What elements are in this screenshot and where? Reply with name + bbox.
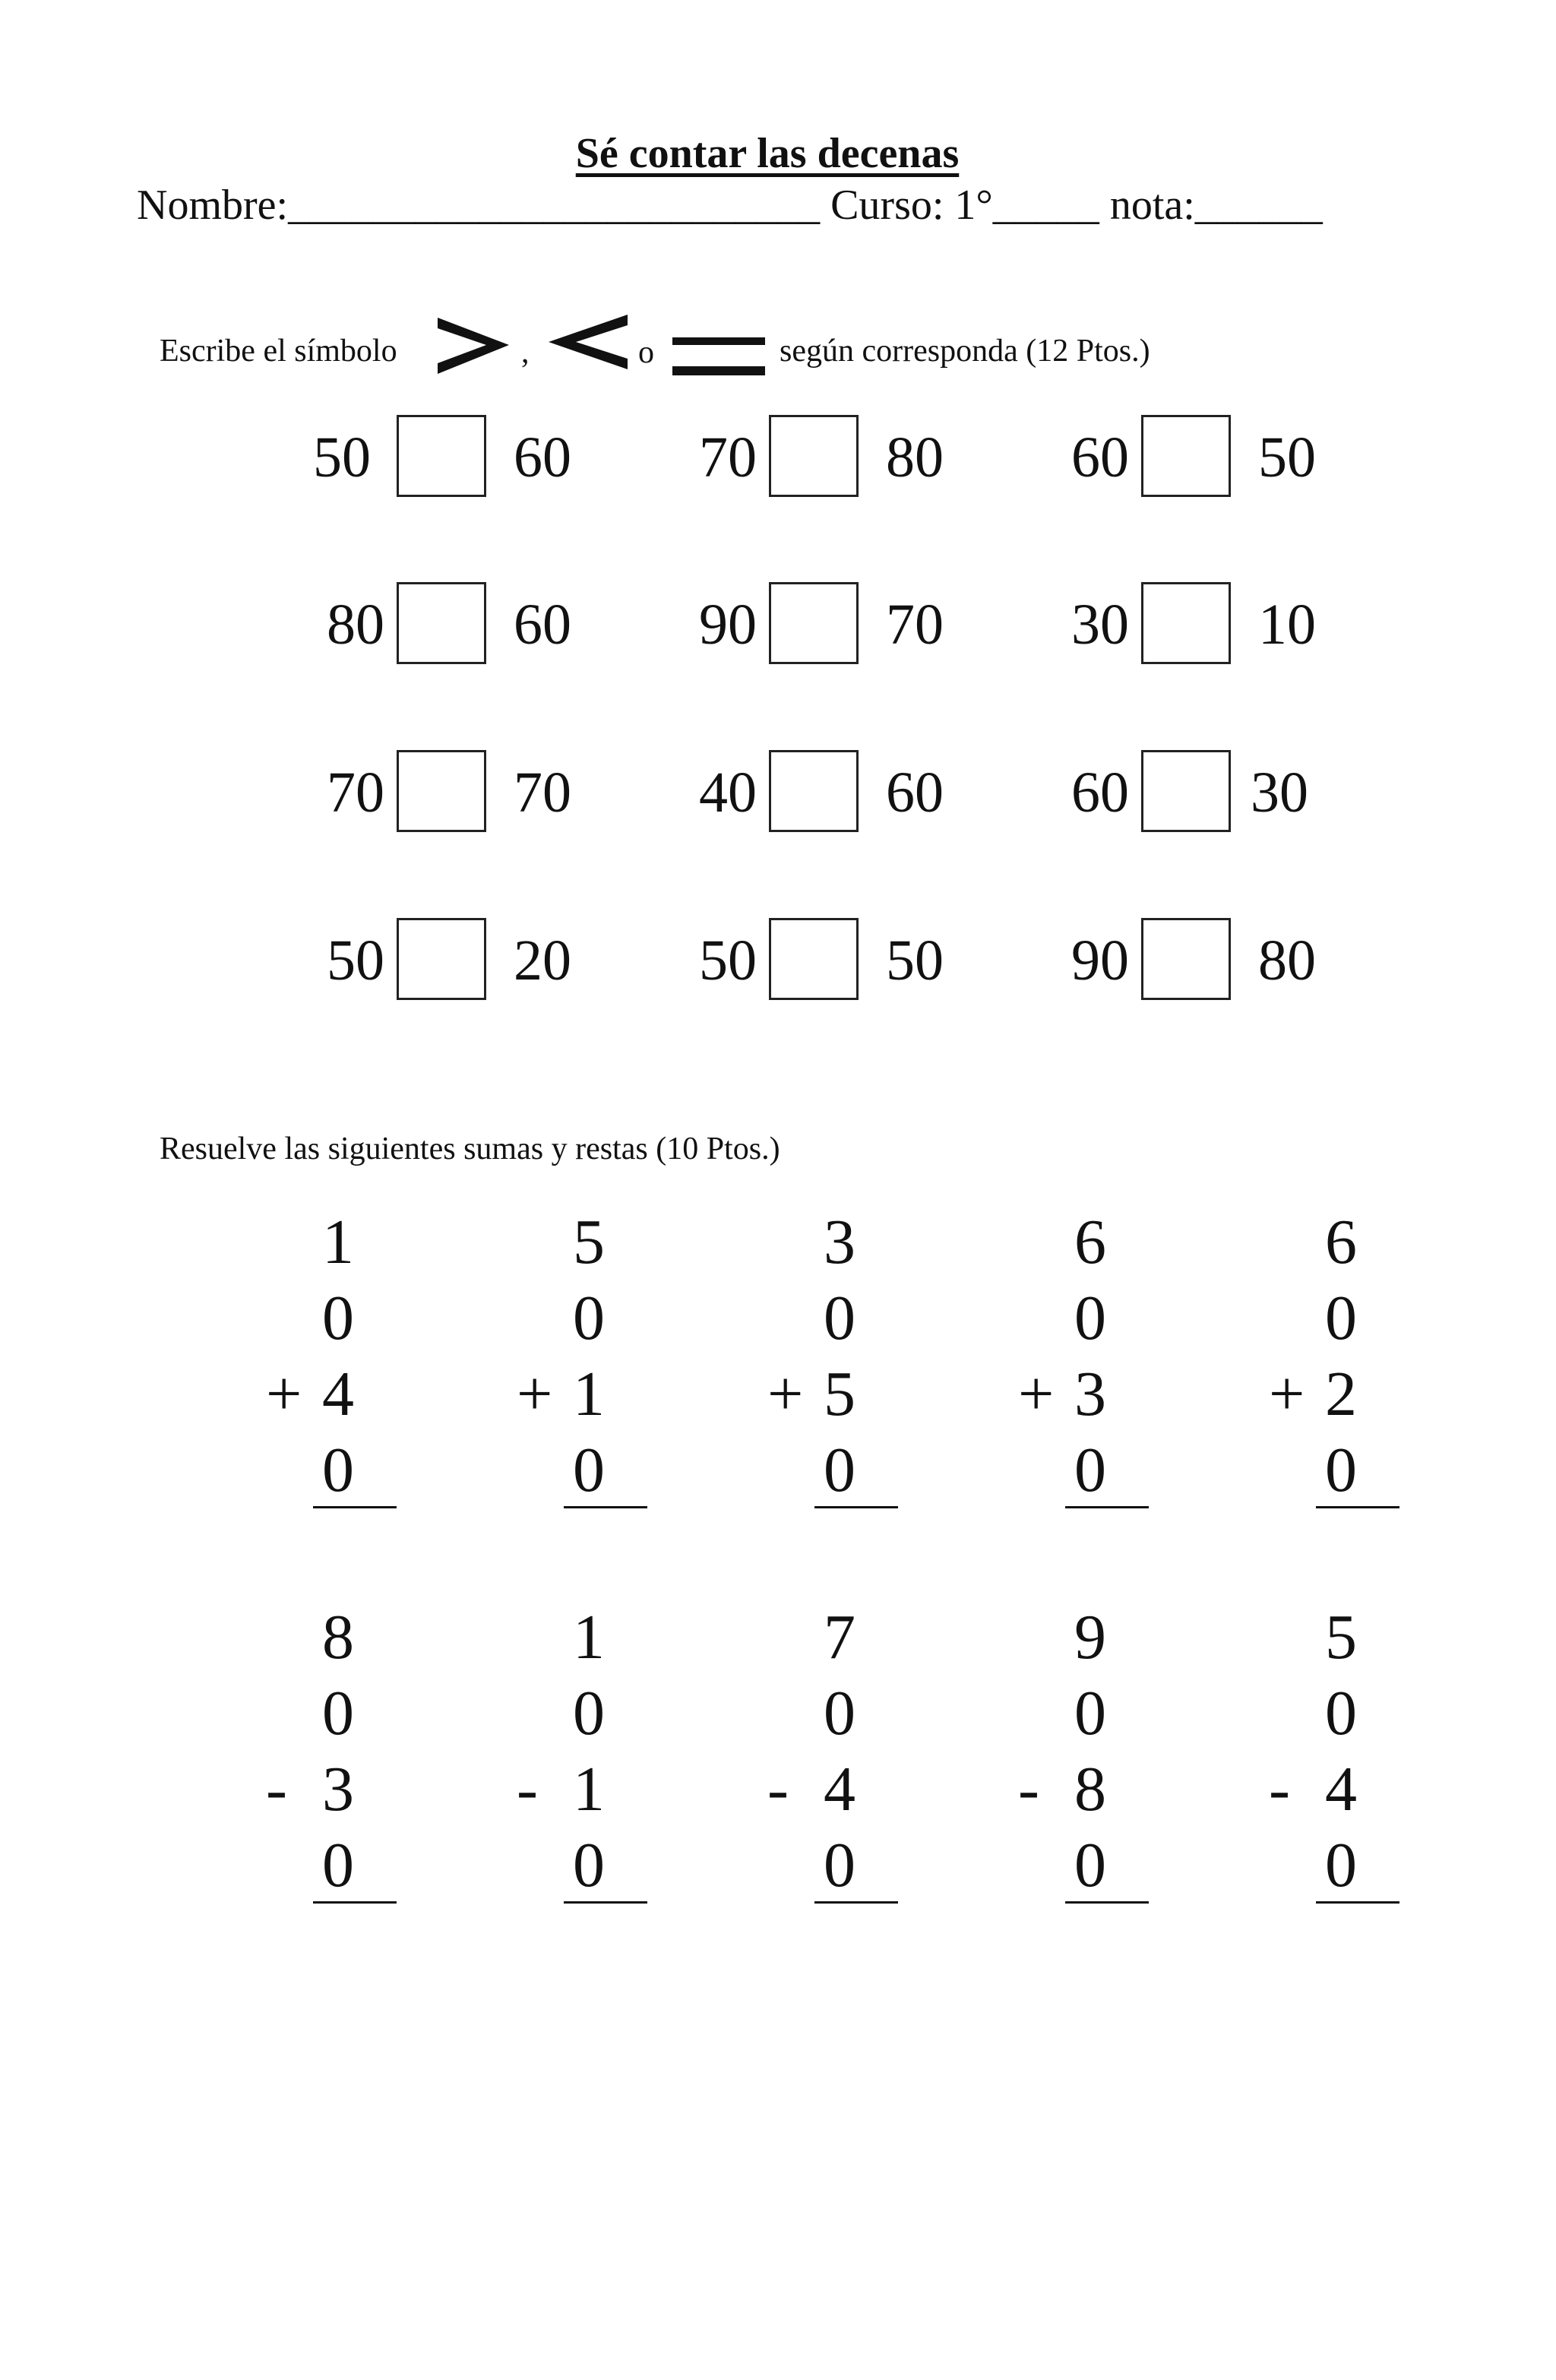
digit-tens: 1: [573, 1359, 605, 1429]
name-field[interactable]: Nombre:_________________________: [137, 182, 821, 229]
comparison-row: [0, 750, 1556, 841]
minus-sign: -: [1018, 1754, 1039, 1825]
answer-box[interactable]: [1141, 582, 1231, 664]
comparison-right-number: 10: [1258, 593, 1316, 657]
answer-line[interactable]: [313, 1506, 397, 1508]
digit-units: 0: [1074, 1830, 1106, 1901]
comparison-left-number: 50: [327, 929, 384, 992]
digit-tens: 8: [1074, 1754, 1106, 1825]
digit-units: 0: [824, 1283, 855, 1353]
digit-tens: 3: [322, 1754, 354, 1825]
digit-tens: 5: [824, 1359, 855, 1429]
comparison-right-number: 70: [514, 761, 571, 824]
answer-box[interactable]: [769, 582, 859, 664]
digit-tens: 3: [824, 1207, 855, 1277]
plus-sign: +: [266, 1359, 302, 1429]
digit-tens: 8: [322, 1602, 354, 1673]
answer-line[interactable]: [564, 1901, 647, 1904]
greater-than-icon: [433, 312, 513, 380]
comparison-right-number: 60: [514, 426, 571, 489]
answer-line[interactable]: [1316, 1901, 1399, 1904]
answer-line[interactable]: [1065, 1901, 1149, 1904]
comparison-right-number: 50: [1258, 426, 1316, 489]
digit-units: 0: [1325, 1678, 1357, 1749]
instruction-compare: Escribe el símbolo: [160, 334, 397, 369]
digit-units: 0: [1074, 1678, 1106, 1749]
comparison-left-number: 50: [699, 929, 757, 992]
answer-line[interactable]: [814, 1901, 898, 1904]
comparison-right-number: 30: [1251, 761, 1308, 824]
digit-units: 0: [573, 1830, 605, 1901]
comparison-right-number: 80: [1258, 929, 1316, 992]
digit-tens: 6: [1074, 1207, 1106, 1277]
digit-units: 0: [322, 1678, 354, 1749]
digit-tens: 9: [1074, 1602, 1106, 1673]
comparison-right-number: 70: [886, 593, 944, 657]
comparison-left-number: 90: [1071, 929, 1129, 992]
minus-sign: -: [767, 1754, 789, 1825]
answer-box[interactable]: [397, 415, 486, 497]
digit-units: 0: [1074, 1283, 1106, 1353]
comparison-row: [0, 415, 1556, 506]
answer-line[interactable]: [313, 1901, 397, 1904]
digit-units: 0: [824, 1830, 855, 1901]
comparison-left-number: 80: [327, 593, 384, 657]
comparison-left-number: 40: [699, 761, 757, 824]
page-title: Sé contar las decenas: [575, 130, 960, 177]
digit-units: 0: [573, 1283, 605, 1353]
answer-line[interactable]: [564, 1506, 647, 1508]
answer-box[interactable]: [1141, 750, 1231, 832]
digit-tens: 5: [573, 1207, 605, 1277]
digit-tens: 5: [1325, 1602, 1357, 1673]
digit-units: 0: [322, 1283, 354, 1353]
digit-tens: 7: [824, 1602, 855, 1673]
student-header: [137, 181, 1323, 229]
answer-line[interactable]: [1065, 1506, 1149, 1508]
digit-units: 0: [1325, 1283, 1357, 1353]
answer-line[interactable]: [814, 1506, 898, 1508]
digit-units: 0: [573, 1678, 605, 1749]
digit-tens: 6: [1325, 1207, 1357, 1277]
comparison-left-number: 70: [699, 426, 757, 489]
digit-units: 0: [1325, 1830, 1357, 1901]
digit-units: 0: [824, 1435, 855, 1505]
instruction-compare-suffix: según corresponda (12 Ptos.): [780, 334, 1150, 369]
instruction-operations: Resuelve las siguientes sumas y restas (10 Ptos.): [160, 1131, 780, 1166]
answer-box[interactable]: [397, 750, 486, 832]
comparison-left-number: 50: [313, 426, 371, 489]
less-than-icon: [546, 312, 631, 372]
comparison-left-number: 60: [1071, 761, 1129, 824]
comparison-row: [0, 918, 1556, 1009]
digit-tens: 4: [824, 1754, 855, 1825]
instruction-or: o: [638, 335, 654, 370]
comparison-left-number: 70: [327, 761, 384, 824]
minus-sign: -: [266, 1754, 287, 1825]
grade-field[interactable]: nota:______: [1109, 182, 1323, 229]
answer-box[interactable]: [397, 918, 486, 1000]
answer-line[interactable]: [1316, 1506, 1399, 1508]
digit-tens: 2: [1325, 1359, 1357, 1429]
digit-tens: 1: [573, 1754, 605, 1825]
digit-tens: 1: [322, 1207, 354, 1277]
digit-units: 0: [1325, 1435, 1357, 1505]
answer-box[interactable]: [1141, 415, 1231, 497]
digit-tens: 1: [573, 1602, 605, 1673]
instruction-comma: ,: [521, 335, 530, 370]
answer-box[interactable]: [397, 582, 486, 664]
comparison-right-number: 20: [514, 929, 571, 992]
plus-sign: +: [767, 1359, 804, 1429]
comparison-right-number: 60: [514, 593, 571, 657]
comparison-right-number: 60: [886, 761, 944, 824]
minus-sign: -: [517, 1754, 538, 1825]
comparison-row: [0, 582, 1556, 673]
digit-units: 0: [824, 1678, 855, 1749]
answer-box[interactable]: [769, 750, 859, 832]
plus-sign: +: [1269, 1359, 1305, 1429]
digit-units: 0: [322, 1435, 354, 1505]
digit-units: 0: [1074, 1435, 1106, 1505]
comparison-right-number: 80: [886, 426, 944, 489]
digit-tens: 4: [322, 1359, 354, 1429]
comparison-left-number: 30: [1071, 593, 1129, 657]
comparison-left-number: 60: [1071, 426, 1129, 489]
answer-box[interactable]: [769, 918, 859, 1000]
digit-tens: 4: [1325, 1754, 1357, 1825]
answer-box[interactable]: [1141, 918, 1231, 1000]
digit-units: 0: [322, 1830, 354, 1901]
digit-units: 0: [573, 1435, 605, 1505]
comparison-left-number: 90: [699, 593, 757, 657]
answer-box[interactable]: [769, 415, 859, 497]
equals-icon: [672, 334, 765, 378]
plus-sign: +: [517, 1359, 553, 1429]
digit-tens: 3: [1074, 1359, 1106, 1429]
comparison-right-number: 50: [886, 929, 944, 992]
course-field[interactable]: Curso: 1°_____: [830, 182, 1099, 229]
plus-sign: +: [1018, 1359, 1055, 1429]
minus-sign: -: [1269, 1754, 1290, 1825]
